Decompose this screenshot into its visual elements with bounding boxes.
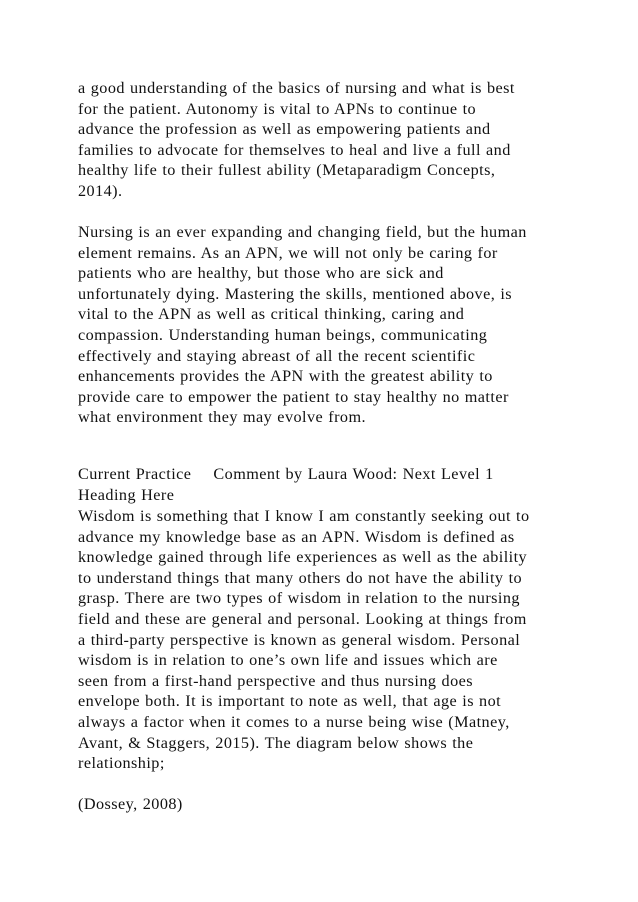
section-heading: Current Practice [78, 465, 192, 483]
paragraph-nursing-field: Nursing is an ever expanding and changing field, but the human element remains. As an APN, we will not only be caring for patients who are healthy, but those who are sick and unfortunately dying. Mastering the skills, mentioned above, is vital to the APN as well as critical thinking, caring and compassion. Understanding human beings, communicating effectively and staying abreast of all the recent scientific enhancements provides the APN with the greatest ability to provide care to empower the patient to stay healthy no matter what environment they may evolve from. [78, 223, 527, 427]
review-comment[interactable]: Comment by Laura Wood: Next Level 1 [213, 465, 494, 483]
paragraph-autonomy: a good understanding of the basics of nursing and what is best for the patient. Autonomy is vital to APNs to continue to advance the profession as well as empowering patients and families to advocate for themselves to heal and live a full and healthy life to their fullest ability (Metaparadigm Concepts, 2014). [78, 79, 515, 200]
review-comment-continued: Heading Here [78, 486, 175, 504]
paragraph-wisdom: Wisdom is something that I know I am constantly seeking out to advance my knowledge base as an APN. Wisdom is defined as knowledge gained through life experiences as well as the ability to understand things that many others do not have the ability to grasp. There are two types of wisdom in relation to the nursing field and these are general and personal. Looking at things from a third-party perspective is known as general wisdom. Personal wisdom is in relation to one’s own life and issues which are seen from a first-hand perspective and thus nursing does envelope both. It is important to note as well, that age is not always a factor when it comes to a nurse being wise (Matney, Avant, & Staggers, 2015). The diagram below shows the relationship; [78, 507, 530, 773]
heading-line [78, 464, 598, 485]
citation-dossey: (Dossey, 2008) [78, 795, 183, 813]
